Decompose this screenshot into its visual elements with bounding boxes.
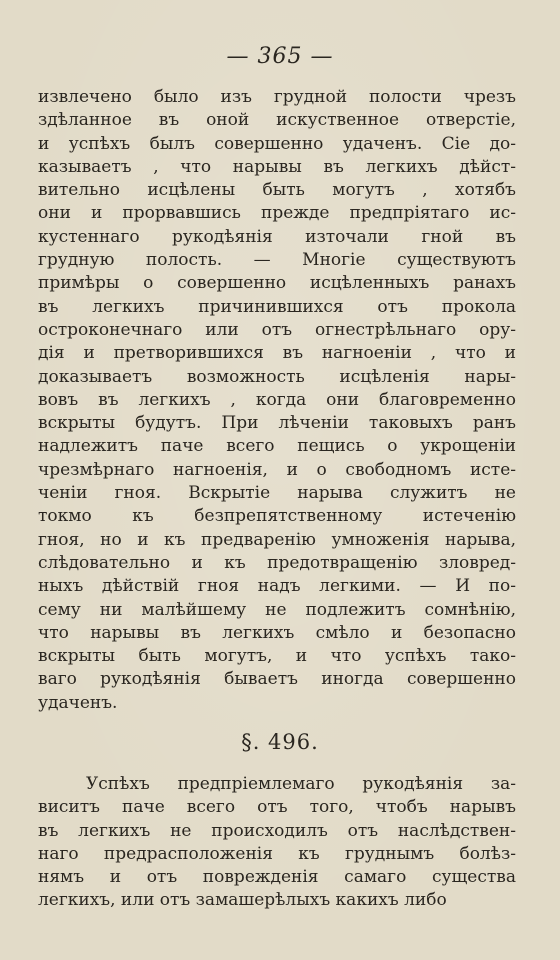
text-line: чрезмѣрнаго нагноенія, и о свободномъ исте-: [38, 459, 516, 480]
text-line: вскрыты быть могутъ, и что успѣхъ тако-: [38, 646, 516, 667]
text-line: токмо къ безпрепятственному истеченію: [38, 506, 516, 527]
text-line: остроконечнаго или отъ огнестрѣльнаго ору-: [38, 319, 516, 340]
text-line: доказываетъ возможность исцѣленія нары-: [38, 366, 516, 387]
text-line: кустеннаго рукодѣянія източали гной въ: [38, 226, 516, 247]
text-line: вовъ въ легкихъ , когда они благовременно: [38, 389, 516, 410]
text-line: сему ни малѣйшему не подлежитъ сомнѣнію,: [38, 599, 516, 620]
text-line: наго предрасположенія къ груднымъ болѣз-: [38, 843, 516, 864]
text-line: грудную полость. — Многіе существуютъ: [38, 250, 516, 271]
text-line: надлежитъ паче всего пещись о укрощеніи: [38, 436, 516, 457]
paragraph-1: [38, 86, 516, 715]
text-line: легкихъ, или отъ замашерѣлыхъ какихъ либо: [38, 890, 447, 911]
text-line: слѣдовательно и къ предотвращенію зловред-: [38, 552, 516, 573]
text-line: казываетъ , что нарывы въ легкихъ дѣйст-: [38, 156, 516, 177]
text-line: удаченъ.: [38, 692, 118, 713]
text-line: вскрыты будутъ. При лѣченіи таковыхъ ранъ: [38, 413, 516, 434]
text-line: вительно исцѣлены быть могутъ , хотябъ: [38, 180, 516, 201]
text-line: Успѣхъ предпріемлемаго рукодѣянія за-: [86, 774, 516, 794]
text-line: что нарывы въ легкихъ смѣло и безопасно: [38, 622, 516, 643]
text-line: и успѣхъ былъ совершенно удаченъ. Сіе до-: [38, 133, 516, 154]
text-line: въ легкихъ не происходилъ отъ наслѣдствен-: [38, 820, 516, 841]
text-line: они и прорвавшись прежде предпріятаго ис-: [38, 203, 516, 224]
text-line: нямъ и отъ поврежденія самаго существа: [38, 867, 516, 888]
text-line: въ легкихъ причинившихся отъ прокола: [38, 296, 516, 317]
page-number: — 365 —: [226, 44, 334, 69]
text-line: дія и претворившихся въ нагноеніи , что и: [38, 343, 516, 364]
text-line: здѣланное въ оной искуственное отверстіе,: [38, 110, 516, 131]
text-line: ченіи гноя. Вскрытіе нарыва служитъ не: [38, 483, 516, 504]
text-line: гноя, но и къ предваренію умноженія нарыва,: [38, 529, 516, 550]
text-line: ныхъ дѣйствій гноя надъ легкими. — И по-: [38, 576, 516, 597]
text-line: извлечено было изъ грудной полости чрезъ: [38, 87, 516, 107]
section-heading: §. 496.: [241, 730, 319, 754]
paragraph-2: [38, 773, 516, 913]
text-line: примѣры о совершенно исцѣленныхъ ранахъ: [38, 273, 516, 294]
text-line: ваго рукодѣянія бываетъ иногда совершенно: [38, 669, 516, 690]
text-line: виситъ паче всего отъ того, чтобъ нарывъ: [38, 797, 516, 818]
